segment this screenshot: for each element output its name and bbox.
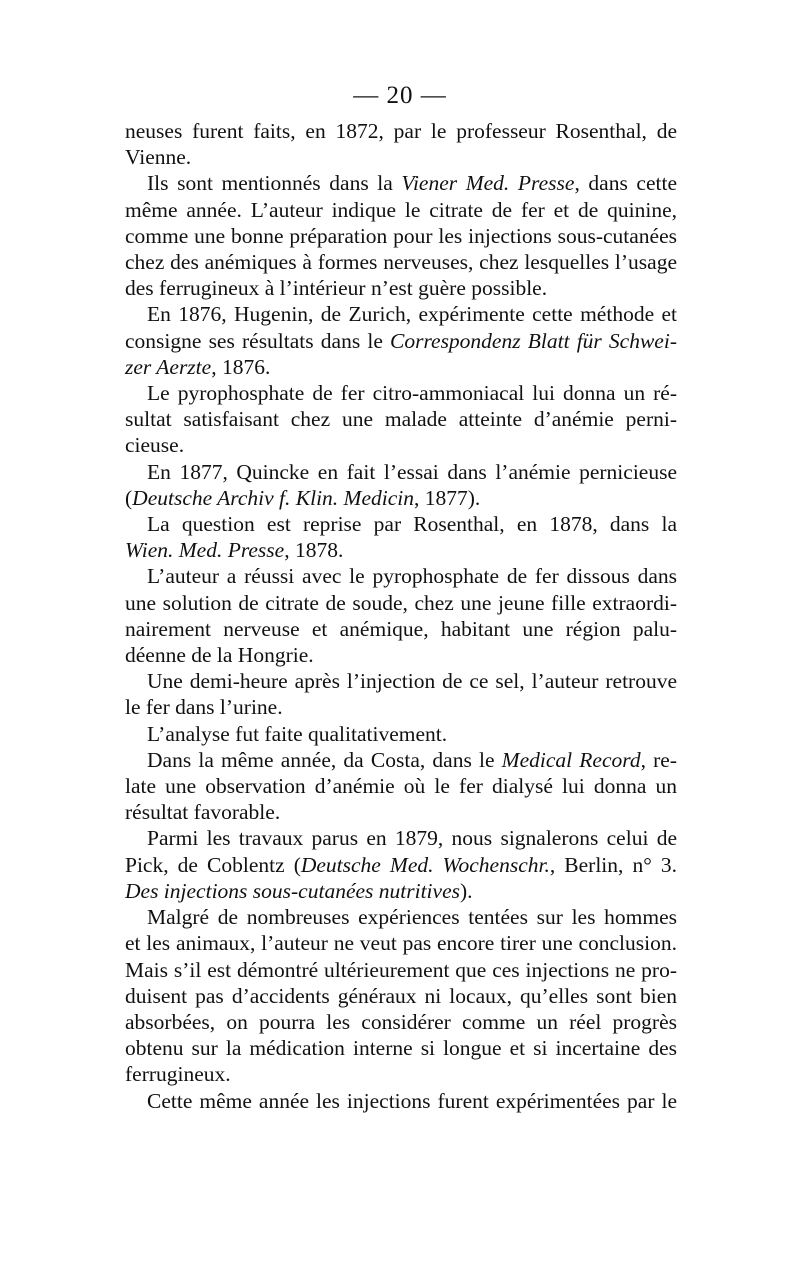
text-run: consigne ses résultats dans le [125,328,390,353]
text-line: duisent pas d’accidents généraux ni locaux, qu’elles sont bien [125,983,677,1008]
text-line: Vienne. [125,145,192,170]
journal-title: zer Aerzte [125,354,212,379]
text-line: ferrugineux. [125,1062,231,1087]
paragraph [125,563,677,589]
paragraph [125,747,677,773]
text-run: , 1877). [414,485,481,510]
journal-title: Medical Record [501,747,641,772]
paragraph [125,406,677,458]
text-run: Dans la même année, da Costa, dans le [147,747,502,772]
text-line [125,354,677,380]
paragraph [125,301,677,327]
text-line: Mais s’il est démontré ultérieurement que ces injections ne pro- [125,957,677,982]
paragraph [125,511,677,537]
text-line: comme une bonne préparation pour les injections sous-cutanées [125,223,677,248]
text-line: chez des anémiques à formes nerveuses, chez lesquelles l’usage [125,250,677,275]
paragraph [125,485,677,511]
text-run: , 1878. [284,538,344,563]
paragraph [125,459,677,485]
article-title: Des injections sous-cutanées nutritives [125,878,460,903]
journal-title: Deutsche Archiv f. Klin. Medicin [132,485,414,510]
paragraph [125,170,677,196]
body-text [125,118,677,1114]
paragraph [125,590,677,669]
text-line: L’auteur a réussi avec le pyrophosphate de fer dissous dans [147,564,677,589]
text-run: Ils sont mentionnés dans la [147,171,402,196]
text-line: Cette même année les injections furent expérimentées par le [147,1088,677,1113]
text-run: Pick, de Coblentz ( [125,852,301,877]
text-line: late une observation d’anémie où le fer dialysé lui donna un [125,774,677,799]
paragraph [125,668,677,694]
text-line: une solution de citrate de soude, chez une jeune fille extraordi- [125,590,677,615]
text-line: résultat favorable. [125,800,281,825]
text-line: cieuse. [125,433,185,458]
paragraph [125,118,677,170]
text-line [125,328,677,354]
journal-title: Viener Med. Presse [401,171,575,196]
text-line: même année. L’auteur indique le citrate de fer et de quinine, [125,197,677,222]
journal-title: Deutsche Med. Wochenschr. [300,852,550,877]
text-line: neuses furent faits, en 1872, par le professeur Rosenthal, de [125,119,677,143]
paragraph [125,852,677,904]
paragraph [125,328,677,380]
text-run: , dans cette [574,171,678,196]
paragraph [125,1088,677,1114]
text-line: nairement nerveuse et anémique, habitant une région palu- [125,616,677,641]
text-line: L’analyse fut faite qualitativement. [147,721,448,746]
paragraph [125,721,677,747]
text-line [147,747,677,773]
text-line: Malgré de nombreuses expériences tentées sur les hommes [147,905,677,930]
journal-title: Correspondenz Blatt für Schwei- [390,328,677,353]
text-line: absorbées, on pourra les considérer comme un réel progrès [125,1009,677,1034]
text-line: En 1877, Quincke en fait l’essai dans l’anémie pernicieuse [147,459,677,484]
page-number: — 20 — [353,82,447,109]
text-line: La question est reprise par Rosenthal, en 1878, dans la [147,512,677,537]
text-line [125,485,677,511]
text-line: des ferrugineux à l’intérieur n’est guère possible. [125,276,548,301]
paragraph [125,773,677,825]
journal-title: Wien. Med. Presse [125,538,285,563]
text-run: ( [125,485,133,510]
text-line: obtenu sur la médication interne si longue et si incertaine des [125,1036,677,1061]
text-line: Parmi les travaux parus en 1879, nous signalerons celui de [147,826,677,851]
text-line: et les animaux, l’auteur ne veut pas encore tirer une conclusion. [125,931,677,956]
paragraph [125,825,677,851]
paragraph [125,904,677,930]
text-line: Le pyrophosphate de fer citro-ammoniacal lui donna un ré- [147,381,677,406]
paragraph [125,197,677,302]
text-line: sultat satisfaisant chez une malade atteinte d’anémie perni- [125,407,677,432]
text-line [147,170,677,196]
paragraph [125,694,677,720]
paragraph [125,380,677,406]
text-line: le fer dans l’urine. [125,695,283,720]
text-run: , re- [640,747,677,772]
text-run: , 1876. [211,354,271,379]
text-line [125,878,677,904]
paragraph [125,537,677,563]
paragraph [125,930,677,1087]
text-line: déenne de la Hongrie. [125,643,314,668]
text-line: En 1876, Hugenin, de Zurich, expérimente cette méthode et [147,302,677,327]
text-run: ). [459,878,473,903]
text-line: Une demi-heure après l’injection de ce sel, l’auteur retrouve [147,669,677,694]
text-line [125,537,677,563]
text-run: , Berlin, n° 3. [549,852,677,877]
text-line [125,852,677,878]
